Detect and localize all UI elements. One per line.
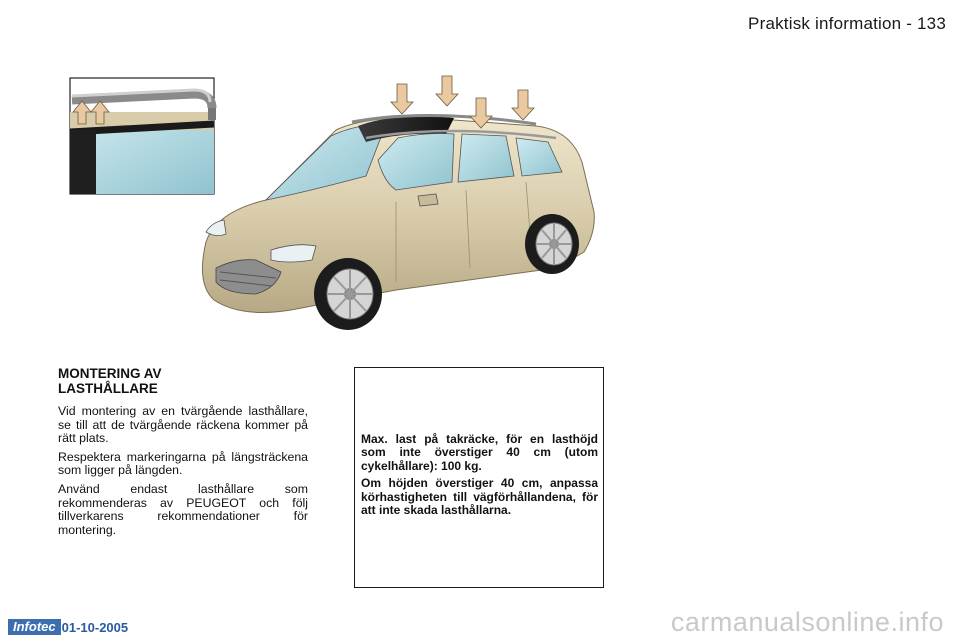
warning-content <box>361 433 598 521</box>
date-stamp: 01-10-2005 <box>61 619 129 635</box>
warning-paragraph: Max. last på takräcke, för en lasthöjd som inte överstiger 40 cm (utom cykelhållare): 100 kg. <box>361 432 598 473</box>
infotec-logo: Infotec <box>8 619 61 635</box>
arrow-down-icon <box>436 76 458 106</box>
section-title: MONTERING AV LASTHÅLLARE <box>58 366 162 396</box>
watermark: carmanualsonline.info <box>670 607 944 637</box>
arrow-down-icon <box>512 90 534 120</box>
mounting-section <box>58 366 308 542</box>
instruction-paragraph: Respektera markeringarna på längsträckena som ligger på längden. <box>58 449 308 478</box>
car-roof-rack-illustration <box>66 72 606 347</box>
rear-wheel <box>525 214 579 274</box>
front-wheel <box>314 258 382 330</box>
instruction-paragraph: Använd endast lasthållare som rekommenderas av PEUGEOT och följ tillverkarens rekommendationer för montering. <box>58 481 308 537</box>
car-body <box>202 115 594 312</box>
footer-badge <box>8 619 128 635</box>
instruction-paragraph: Vid montering av en tvärgående lasthållare, se till att de tvärgående räckena kommer på rätt plats. <box>58 404 308 446</box>
page-header: Praktisk information - 133 <box>748 14 946 33</box>
rail-detail-inset <box>70 78 214 194</box>
warning-paragraph: Om höjden överstiger 40 cm, anpassa körhastigheten till vägförhållandena, för att inte skada lasthållarna. <box>361 476 598 518</box>
warning-box <box>354 367 604 588</box>
arrow-down-icon <box>391 84 413 114</box>
car-illustration-svg <box>66 72 606 347</box>
